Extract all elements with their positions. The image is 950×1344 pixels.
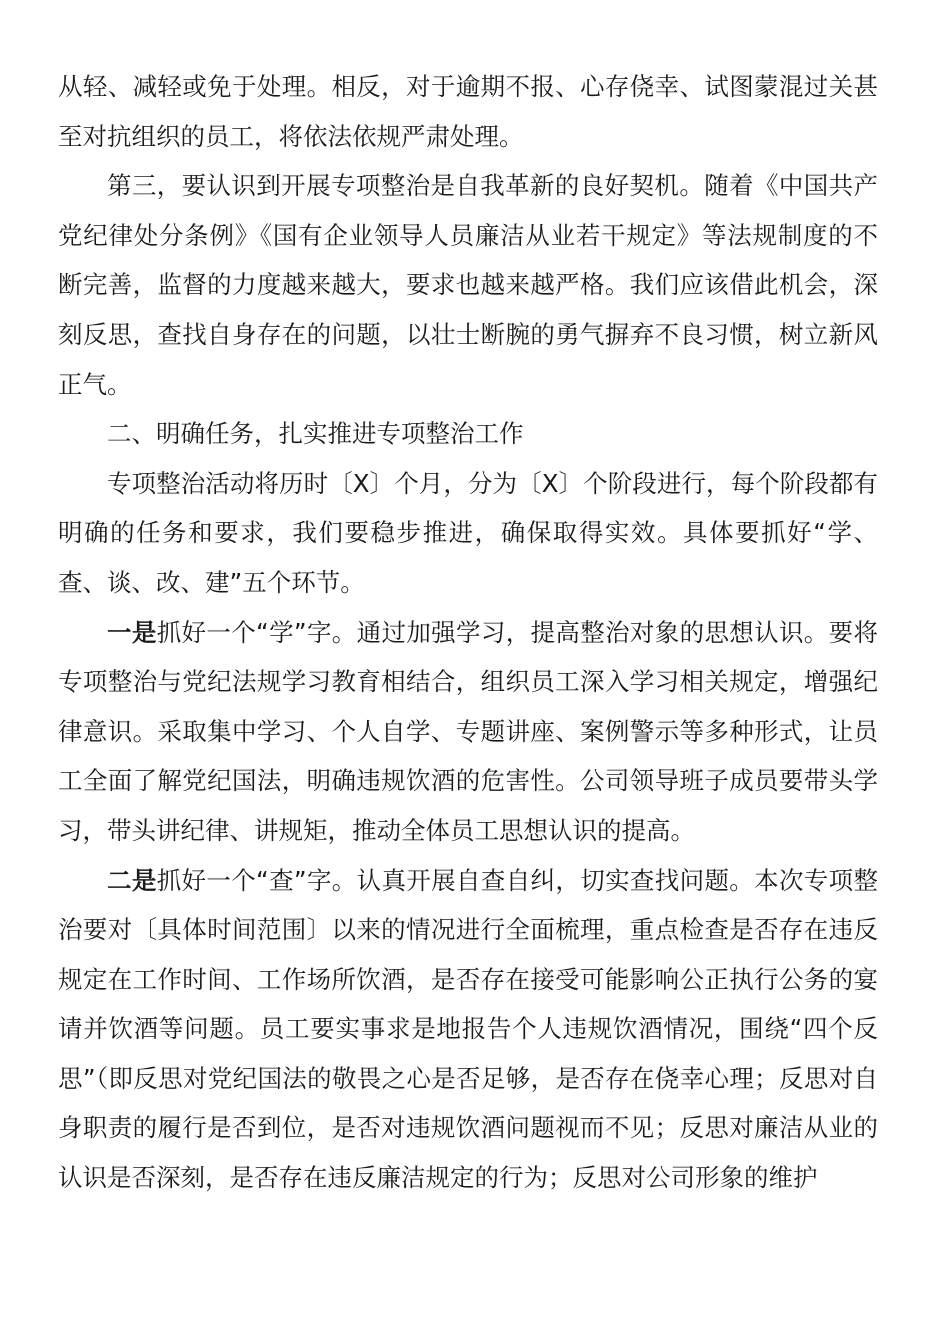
document-page bbox=[58, 62, 878, 1203]
paragraph-item-check bbox=[58, 856, 878, 1203]
item-body-text: 抓好一个“学”字。通过加强学习，提高整治对象的思想认识。要将专项整治与党纪法规学习教育相结合，组织员工深入学习相关规定，增强纪律意识。采取集中学习、个人自学、专题讲座、案例警示等多种形式，让员工全面了解党纪国法，明确违规饮酒的危害性。公司领导班子成员要带头学习，带头讲纪律、讲规矩，推动全体员工思想认识的提高。 bbox=[58, 617, 878, 845]
paragraph-overview: 专项整治活动将历时〔X〕个月，分为〔X〕个阶段进行，每个阶段都有明确的任务和要求，我们要稳步推进，确保取得实效。具体要抓好“学、查、谈、改、建”五个环节。 bbox=[58, 468, 878, 597]
item-body-text: 抓好一个“查”字。认真开展自查自纠，切实查找问题。本次专项整治要对〔具体时间范围〕以来的情况进行全面梳理，重点检查是否存在违反规定在工作时间、工作场所饮酒，是否存在接受可能影响公正执行公务的宴请并饮酒等问题。员工要实事求是地报告个人违规饮酒情况，围绕“四个反思”（即反思对党纪国法的敬畏之心是否足够，是否存在侥幸心理；反思对自身职责的履行是否到位，是否对违规饮酒问题视而不见；反思对廉洁从业的认识是否深刻，是否存在违反廉洁规定的行为；反思对公司形象的维护 bbox=[58, 865, 878, 1193]
paragraph-third-point: 第三，要认识到开展专项整治是自我革新的良好契机。随着《中国共产党纪律处分条例》《国有企业领导人员廉洁从业若干规定》等法规制度的不断完善，监督的力度越来越大，要求也越来越严格。我们应该借此机会，深刻反思，查找自身存在的问题，以壮士断腕的勇气摒弃不良习惯，树立新风正气。 bbox=[58, 171, 878, 399]
paragraph-item-study bbox=[58, 608, 878, 856]
item-lead-label: 二是 bbox=[107, 865, 157, 895]
paragraph-continuation: 从轻、减轻或免于处理。相反，对于逾期不报、心存侥幸、试图蒙混过关甚至对抗组织的员工，将依法依规严肃处理。 bbox=[58, 72, 878, 151]
item-lead-label: 一是 bbox=[107, 617, 157, 647]
section-heading: 二、明确任务，扎实推进专项整治工作 bbox=[107, 419, 524, 449]
